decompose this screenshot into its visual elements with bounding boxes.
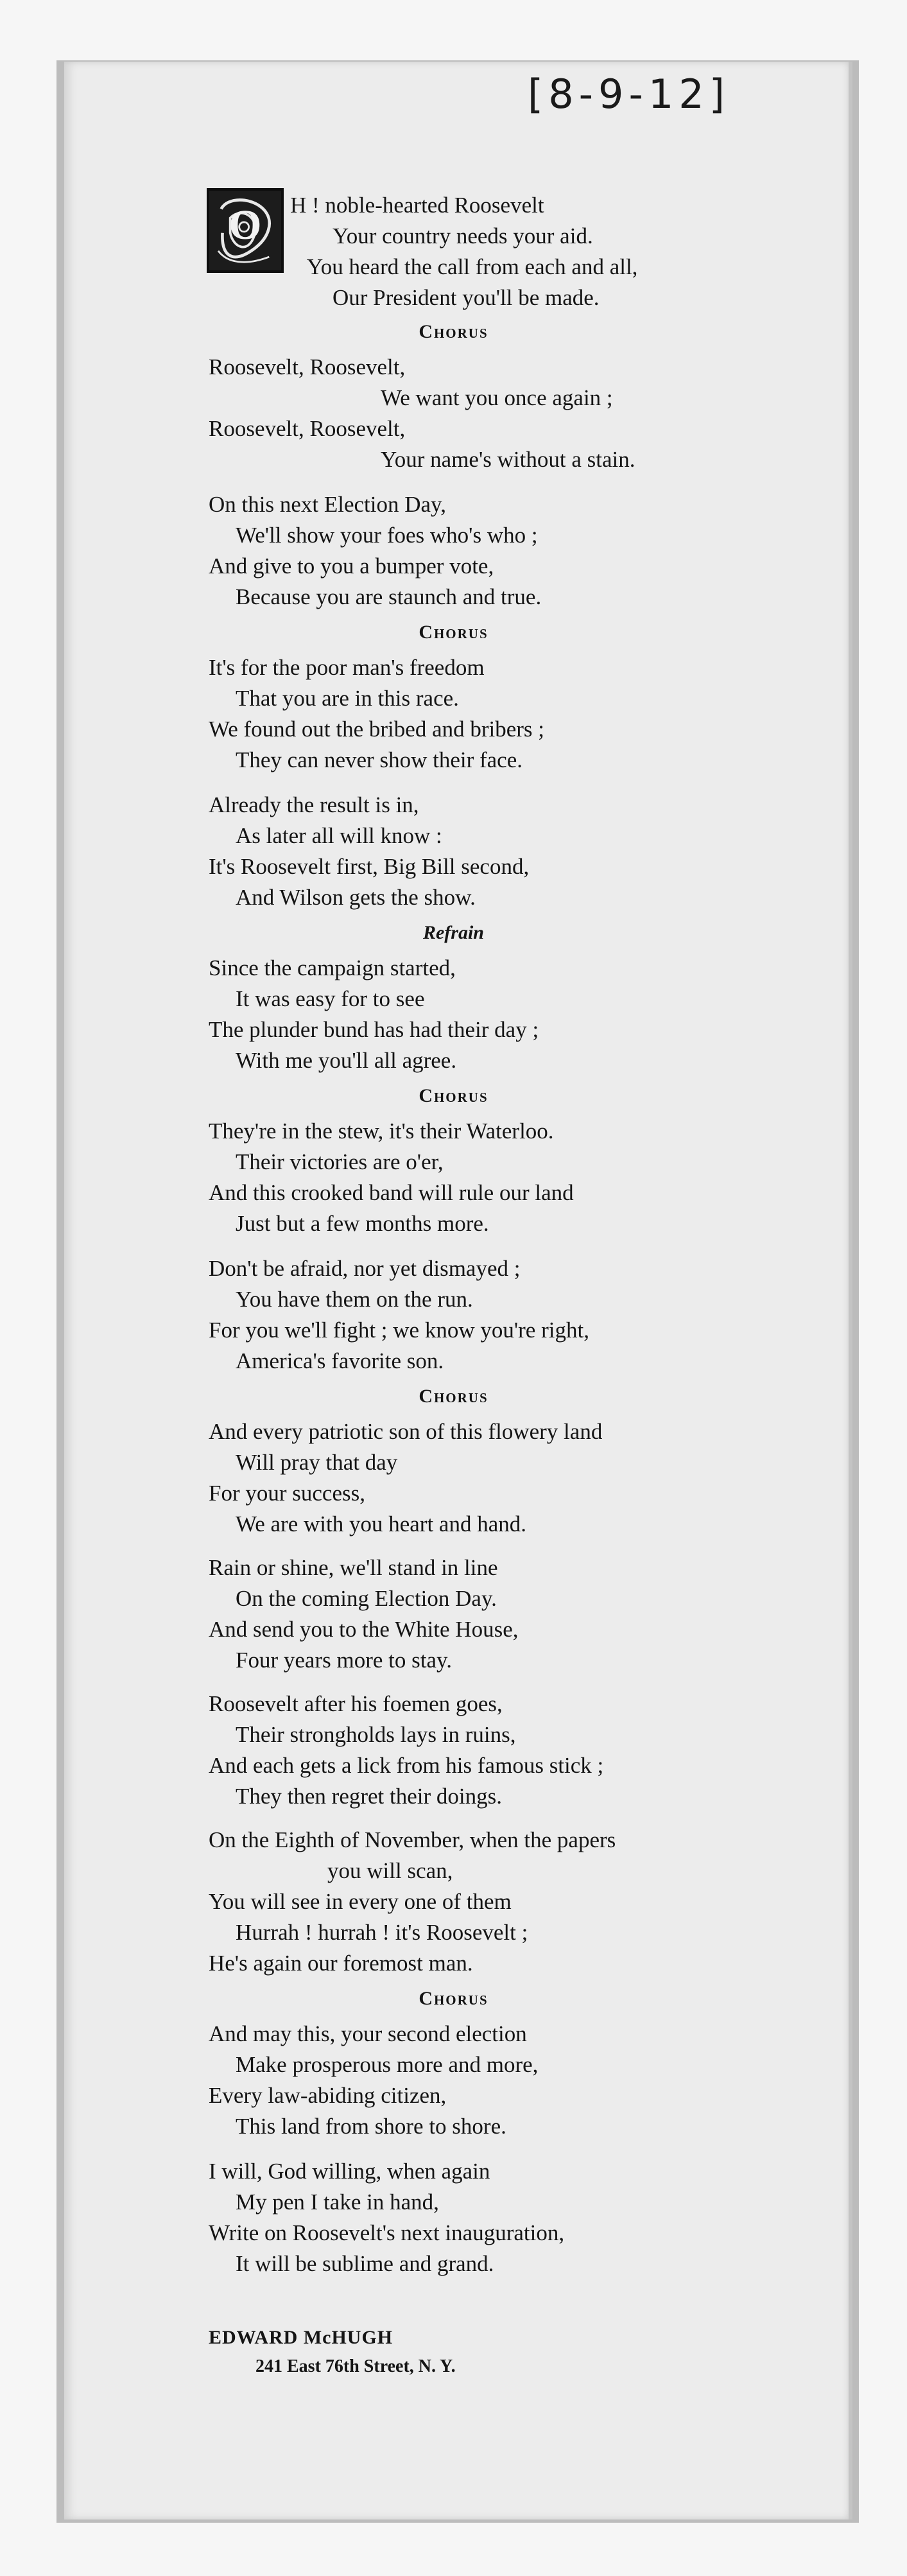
verse-line: Because you are staunch and true. (236, 584, 542, 609)
verse-line: For you we'll fight ; we know you're right, (209, 1318, 589, 1343)
verse-line: Four years more to stay. (236, 1648, 452, 1673)
verse-line: You will see in every one of them (209, 1889, 512, 1914)
stanza (209, 2019, 538, 2142)
verse-line: Our President you'll be made. (333, 285, 600, 310)
verse-line: Roosevelt, Roosevelt, (209, 354, 406, 379)
verse-line: Your name's without a stain. (381, 447, 635, 472)
verse-line: And this crooked band will rule our land (209, 1180, 574, 1205)
verse-line: The plunder bund has had their day ; (209, 1017, 539, 1042)
verse-line: Every law-abiding citizen, (209, 2083, 447, 2108)
verse-line: Your country needs your aid. (333, 223, 593, 248)
verse-line: I will, God willing, when again (209, 2159, 490, 2184)
author-address: 241 East 76th Street, N. Y. (255, 2356, 456, 2376)
verse-line: Hurrah ! hurrah ! it's Roosevelt ; (236, 1920, 528, 1945)
verse-line: We want you once again ; (381, 385, 613, 410)
verse-line: It's for the poor man's freedom (209, 655, 485, 680)
verse-line: It was easy for to see (236, 986, 425, 1011)
chorus-heading: Chorus (419, 622, 488, 643)
verse-line: They can never show their face. (236, 747, 523, 772)
verse-line: America's favorite son. (236, 1348, 444, 1373)
stanza (209, 652, 544, 776)
verse-line: Don't be afraid, nor yet dismayed ; (209, 1256, 521, 1281)
author-name: EDWARD McHUGH (209, 2327, 393, 2348)
stanza (209, 790, 529, 913)
chorus-heading: Chorus (419, 1386, 488, 1407)
verse-line: Make prosperous more and more, (236, 2052, 539, 2077)
chorus-heading: Chorus (419, 1988, 488, 2009)
verse-line: And each gets a lick from his famous stick ; (209, 1753, 604, 1778)
verse-line: My pen I take in hand, (236, 2189, 439, 2215)
verse-line: Write on Roosevelt's next inauguration, (209, 2220, 565, 2245)
stanza (209, 1689, 603, 1812)
verse-line: And Wilson gets the show. (236, 885, 476, 910)
verse-line: They're in the stew, it's their Waterloo. (209, 1118, 554, 1144)
stanza (209, 1825, 616, 1979)
verse-line: you will scan, (327, 1858, 453, 1883)
verse-line: And send you to the White House, (209, 1617, 519, 1642)
verse-line: It's Roosevelt first, Big Bill second, (209, 854, 530, 879)
ornamental-drop-cap (207, 188, 284, 273)
verse-line: Rain or shine, we'll stand in line (209, 1555, 498, 1580)
handwritten-date-annotation: [8-9-12] (528, 71, 730, 117)
chorus-heading: Chorus (419, 1085, 488, 1106)
stanza (209, 953, 539, 1076)
verse-line: On the Eighth of November, when the papers (209, 1827, 616, 1852)
verse-line: We'll show your foes who's who ; (236, 523, 538, 548)
verse-line: He's again our foremost man. (209, 1951, 473, 1976)
verse-line: Their victories are o'er, (236, 1149, 444, 1174)
verse-line: Just but a few months more. (236, 1211, 489, 1236)
stanza (209, 1116, 574, 1239)
verse-line: For your success, (209, 1481, 365, 1506)
verse-line: With me you'll all agree. (236, 1048, 457, 1073)
verse-line: And every patriotic son of this flowery land (209, 1419, 603, 1444)
opening-stanza (307, 221, 638, 313)
verse-line: That you are in this race. (236, 686, 459, 711)
verse-line: We are with you heart and hand. (236, 1511, 526, 1536)
verse-line: This land from shore to shore. (236, 2114, 506, 2139)
stanza (209, 489, 541, 613)
verse-line: Will pray that day (236, 1450, 398, 1475)
verse-line: You have them on the run. (236, 1287, 473, 1312)
verse-line: Roosevelt, Roosevelt, (209, 416, 406, 441)
verse-line: Their strongholds lays in ruins, (236, 1722, 516, 1747)
chorus-heading: Chorus (419, 321, 488, 342)
verse-line: On this next Election Day, (209, 492, 447, 517)
verse-line: Since the campaign started, (209, 955, 456, 980)
opening-line: H ! noble-hearted Roosevelt (290, 193, 544, 218)
verse-line: On the coming Election Day. (236, 1586, 497, 1611)
svg-text:O: O (229, 202, 262, 249)
verse-line: You heard the call from each and all, (307, 254, 638, 279)
verse-line: We found out the bribed and bribers ; (209, 717, 545, 742)
verse-line: And give to you a bumper vote, (209, 553, 494, 579)
verse-line: Roosevelt after his foemen goes, (209, 1691, 503, 1716)
verse-line: Already the result is in, (209, 792, 419, 817)
refrain-heading: Refrain (422, 922, 484, 943)
verse-line: They then regret their doings. (236, 1784, 503, 1809)
verse-line: And may this, your second election (209, 2021, 527, 2046)
chorus-stanza (209, 352, 635, 475)
stanza (209, 2156, 564, 2279)
stanza (209, 1416, 602, 1540)
verse-line: It will be sublime and grand. (236, 2251, 494, 2276)
stanza (209, 1253, 589, 1377)
stanza (209, 1553, 518, 1676)
verse-line: As later all will know : (236, 823, 442, 848)
